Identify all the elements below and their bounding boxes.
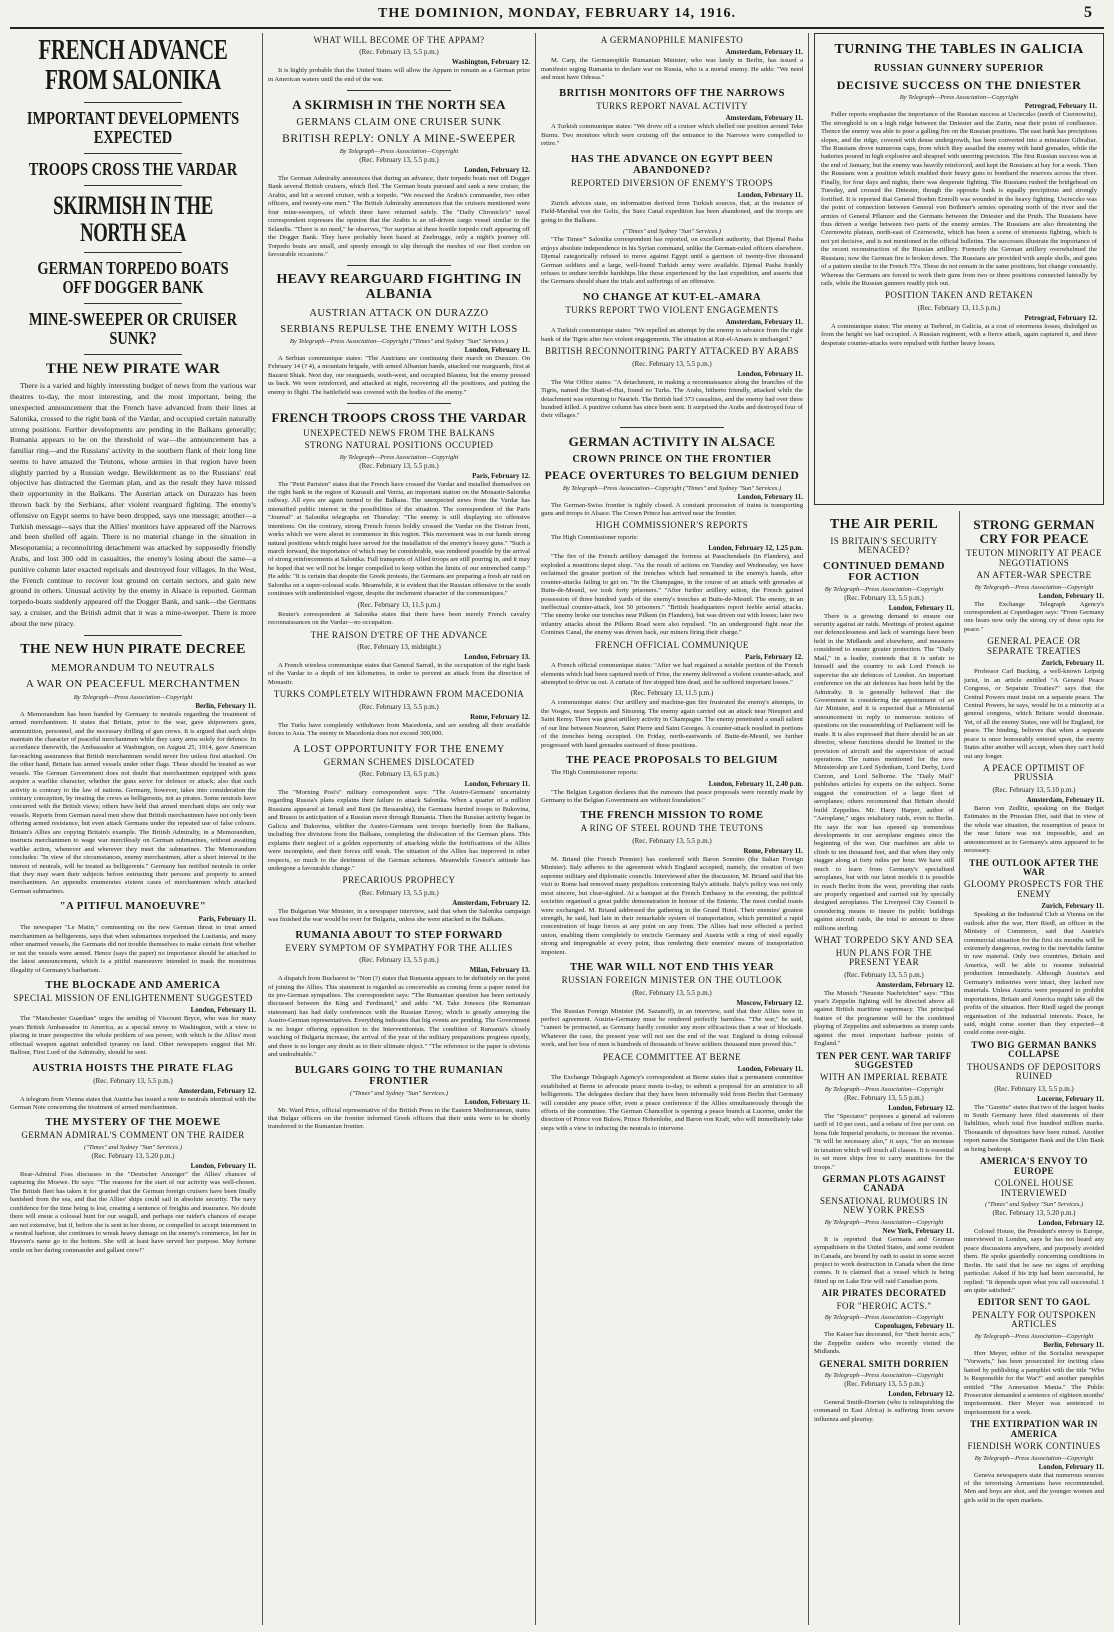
dateline: New York, February 11. [882, 1226, 954, 1235]
divider [347, 403, 452, 404]
divider [620, 427, 725, 428]
article-subtitle: A WAR ON PEACEFUL MERCHANTMEN [25, 678, 241, 691]
article-title: TURKS COMPLETELY WITHDRAWN FROM MACEDONIA [273, 689, 525, 700]
received-line: (Rec. February 13, 5.5 p.m.) [359, 461, 439, 470]
article-body: Reuter's correspondent at Salonika states that there have been merely French cavalry reconnaissances on the Vardar—no occupation. [268, 610, 530, 627]
article-body: There is a varied and highly interesting budget of news from the various war theatres to-day, the most interesting, and the most important, being the unexpected announcement that the French have advanced from their lines at Salonika, crossed to the right bank of the Vardar, and occupied certain naturally strong positions. Further developments are pending in the Balkans generally; Rumania appears to be on the threshold of war—the announcement has a familiar ring—and the Russians' activity in the southern flank of their long line seems to have amazed the Teutons, whose armies in that region have been slightly parried by a Russian wedge. Bewilderment as to the Russians' real objective has distracted the German plan, and as the result they have missed their opportunity in the Balkans. The Austrian attack on Durazzo has been thrown back by the Serbians, after violent rearguard fighting. The enemy's offensive on Egypt seems to have been dropped, says one message; another—a Turkish message—says that the Allies' monitors have appeared off the Narrows and been shelled off again. There is no material change in the situation in Mesopotamia; a reconnoitring detachment was attacked by supposedly friendly Arabs, and lost 300 odd in casualties, the enemy's losing about the same—a punitive column later exacted reprisals and destroyed four villages. In the West, the French continue to recover lost ground on certain sectors, and gain new ground in others. Unusual activity by the enemy in Alsace is reported. German torpedo-boats suddenly appeared off the Dogger Bank, and sank—the Germans say, a cruiser, and the British admit that it was a mine-sweeper. There is more about the new piracy. [10, 381, 256, 628]
received-line: (Rec. February 13, 5.5 p.m.) [359, 156, 439, 165]
article-subtitle: TEUTON MINORITY AT PEACE NEGOTIATIONS [966, 548, 1102, 568]
article-body: A Serbian communique states: "The Austrians are continuing their march on Durazzo. On February 14 (? 4), a mountain brigade, with armed Albanian bands, attacked our rearguards, first at Bazarsi Shiak. Next day, our rearguards, south-west, and occupied Blasmu, but the enemy pressed us back. We were reinforced, and attacked at night, recovering all the positions, and putting the enemy to flight. The battlefield was covered with the bodies of the enemy." [268, 354, 530, 396]
dateline: London, February 11. [737, 492, 803, 501]
article-body: A dispatch from Bucharest to "Non (?) states that Rumania appears to be definitely on the point of joining the Allies. This statement is regarded as conceivable as coming from a paper noted for its pro-German sympathies. The correspondent says: "The Rumanian question has been seriously discussed between the King and Ferdinand," and adds: "M. Take Jonescu (the Rumanian statesman) has had daily conferences with the Russian Envoy, which is greatly annoying the Austro-German representatives. Everything indicates that big events are pending. The Government is no longer offering opposition to the Interventionists. The condition of Rumania's closely watching of Bulgaria increase, the arrival of the year of the military preparations progress openly, and there is no longer any doubt as to their ultimate object." "The reference to the paper is obvious and undoubtable." [268, 975, 530, 1059]
received-line: (Rec. February 13, 11.5 p.m.) [357, 600, 441, 609]
article-body: M. Carp, the Germanophile Rumanian Minister, who was lately in Berlin, has issued a manifesto urging Rumania to declare war on Russia, who is a mortal enemy. He adds: "We need and must have Odessa." [541, 57, 803, 82]
column-3 [541, 33, 803, 1625]
article-title: PEACE COMMITTEE AT BERNE [602, 1051, 742, 1062]
article-body: The War Office states: "A detachment, in making a reconnaissance along the branches of the Tigris, named the Shatt-el-Hai, found no Turks. The Arabs, hitherto friendly, attacked while the detachment was returning to Nasrieh. The British had 373 casualties, and the enemy had over three hundred killed. A punitive column has since been sent. It surprised the Arabs and destroyed four of their villages." [541, 378, 803, 420]
divider [347, 90, 452, 91]
article-title: BRITISH RECONNOITRING PARTY ATTACKED BY ARABS [544, 346, 799, 357]
masthead-rule [10, 27, 1104, 29]
article-title: WHAT TORPEDO SKY AND SEA [814, 935, 954, 946]
article-title: AIR PIRATES DECORATED [821, 1288, 947, 1299]
received-line: (Rec. February 13, 5.5 p.m.) [359, 956, 439, 965]
headline-main: FRENCH ADVANCE FROM SALONIKA [38, 34, 228, 97]
dateline: London, February 11. [737, 369, 803, 378]
article-body: It is highly probable that the United States will allow the Appam to remain as a German prize in American waters until the end of the war. [268, 67, 530, 83]
article-subtitle: CONTINUED DEMAND FOR ACTION [822, 560, 946, 583]
article-body: "The Times'" Salonika correspondent has reported, on excellent authority, that Djemal Pasha enjoys absolute independence in his Syrian command, unlike the German-ruled officers elsewhere. Djemal categorically refused to move against Egypt until a garrison of twenty-five thousand German soldiers and a large, well-found Turkish army were available. Djemal Pasha frankly refuses to endure terrible hardships like those experienced by the last expedition, and asserts that the Germans should share the trials and sufferings of an offensive. [541, 236, 803, 286]
article-title: GENERAL PEACE OR SEPARATE TREATIES [986, 636, 1082, 656]
article-title: NO CHANGE AT KUT-EL-AMARA [582, 291, 762, 303]
article-title: PRECARIOUS PROPHECY [342, 875, 456, 886]
article-title: POSITION TAKEN AND RETAKEN [884, 290, 1034, 301]
byline: By Telegraph—Press Association—Copyright [824, 1218, 944, 1226]
byline: By Telegraph—Press Association—Copyright ("Times" and Sydney "Sun" Services.) [289, 337, 509, 345]
article-title: THE NEW PIRATE WAR [45, 360, 221, 377]
article-subtitle: SERBIANS REPULSE THE ENEMY WITH LOSS [280, 323, 518, 335]
article-title: THE RAISON D'ETRE OF THE ADVANCE [310, 629, 488, 640]
article-subtitle: CROWN PRINCE ON THE FRONTIER [572, 453, 772, 465]
article-body: The German Admiralty announces that during an advance, their torpedo boats met off Dogger Bank several British cruisers, which fled. The German boats pursued and sank a new cruiser, the Arabis, and hit a second cruiser, with a torpedo. "We rescued the Arabis's commander, two other officers, and twenty-one men." The British Admiralty announces that the cruisers mentioned were four mine-sweepers, of which three have returned safely. The "Daily Chronicle's" naval correspondent expresses the opinion that the Arabis is an oil-driven cargo vessel similar to the Selandia. "There is no need," he observes, "for surprise at these hostile torpedo craft appearing off the Dogger Bank. They have probably been based at Zeebrugge, only a night's journey off. Torpedo boats are small, and speedy enough to slip through the meshes of our fleet cordon on favourable occasions." [268, 175, 530, 258]
byline: By Telegraph—Press Association—Copyright [824, 1085, 944, 1093]
dateline: London, February 11. [464, 1097, 530, 1106]
divider [84, 102, 182, 103]
received-line: (Rec. February 13, 5.5 p.m.) [632, 988, 712, 997]
article-body: A communique states: The enemy at Tsebrod, in Galicia, at a cost of enormous losses, dislodged us from the height we had occupied. A Russian regiment, with a fierce attack, again captured it, and three desperate counter-attacks were repulsed with further heavy losses. [821, 322, 1097, 347]
article-subtitle: A RING OF STEEL ROUND THE TEUTONS [580, 823, 764, 834]
column-1 [10, 33, 256, 1625]
dateline: Zurich, February 11. [1041, 902, 1104, 911]
dateline: London, February 12, 1.25 p.m. [708, 544, 803, 553]
article-body: Herr Meyer, editor of the Socialist newspaper "Vorwarts," has been prosecuted for inciting class hatred by publishing a pamphlet with the title "Who Is Responsible for the War?" and another pamphlet entitled "The Annexation Mania." The Public Prosecutor demanded a sentence of eighteen months' imprisonment. Herr Meyer was sentenced to imprisonment for a week. [964, 1349, 1104, 1416]
article-title: THE FRENCH MISSION TO ROME [580, 810, 764, 822]
headline: TROOPS CROSS THE VARDAR [28, 158, 238, 179]
received-line: (Rec. February 13, 5.5 p.m.) [359, 888, 439, 897]
dateline: London, February 12. [1038, 1218, 1104, 1227]
dateline: Amsterdam, February 12. [452, 898, 530, 907]
article-title: THE WAR WILL NOT END THIS YEAR [569, 962, 775, 974]
byline: By Telegraph—Press Association—Copyright [974, 1332, 1094, 1340]
article-subtitle: REPORTED DIVERSION OF ENEMY'S TROOPS [570, 177, 774, 188]
article-subtitle: PENALTY FOR OUTSPOKEN ARTICLES [972, 1309, 1096, 1330]
article-subtitle: EVERY SYMPTOM OF SYMPATHY FOR THE ALLIES [285, 942, 513, 953]
article-subtitle: UNEXPECTED NEWS FROM THE BALKANS [303, 427, 495, 438]
article-title: EDITOR SENT TO GAOL [977, 1297, 1091, 1308]
masthead [0, 0, 1114, 30]
column-4a [814, 511, 954, 1625]
dateline: London, February 13. [464, 652, 530, 661]
dateline: Paris, February 12. [745, 653, 803, 662]
received-line: (Rec. February 13, 5.5 p.m.) [93, 1076, 173, 1085]
article-body: The "Morning Post's" military correspondent says: "The Austro-Germans' uncertainty regarding Russia's plans explains their failure to attack Salonika. When a quarter of a million Russians appeared at Ismail and Reni (in Bessarabia), the Germans hurried troops to Bukovina, and Brasso in anticipation of a Russian move through Rumania. Then the Russian activity began in Galicia and Bukovina, whither the Austro-Germans sent troops hurriedly from the Balkans, including five divisions from the Balkans, completing the dislocation of the German plans. This explains their neglect of a golden opportunity of attacking while the fortifications of the Allies were incomplete, and their forces still weak. The situation of the Allies has improved in other respects, so much to the detriment of the German schemes. Meanwhile Greece's attitude has undergone a favourable change." [268, 789, 530, 872]
byline: By Telegraph—Press Association—Copyright [899, 94, 1019, 102]
dateline: Milan, February 13. [469, 966, 530, 975]
received-line: (Rec. February 13, 5.10 p.m.) [992, 785, 1076, 794]
article-subtitle: WITH AN IMPERIAL REBATE [819, 1072, 949, 1083]
byline: By Telegraph—Press Association—Copyright [73, 693, 193, 701]
article-subtitle: FIENDISH WORK CONTINUES [967, 1441, 1101, 1452]
article-subtitle: RUSSIAN FOREIGN MINISTER ON THE OUTLOOK [561, 975, 783, 986]
received-line: (Rec. February 13, 5.5 p.m.) [844, 593, 924, 602]
article-body: There is a growing demand to ensure our security against air raids. Meetings of protest against our defencelessness and lack of warnings have been held in the Midlands and elsewhere, and measures considered to ensure greater protection. The "Daily Mail," in a leader, contends that it is unfair to himself and the country to ask Lord French to supervise the air defences of London. An important conference on the air defences has been held by the Admiralty. It is generally believed that the Government is considering the appointment of an Air Minister, and it is expected that a Ministerial announcement in reply to numerous notices of questions on the reassembling of Parliament will be made. It is also expressed that there should be an air director, whose functions should be limited to the provision of aircraft and the supervision of actual operations. The names mentioned for the new Ministership are Lord Sydenham, Lord Derby, Lord Curzon, and Lord Selborne. The "Daily Mail" publishes articles by experts on the subject. Some suggest the construction of a large fleet of aeroplanes; others recommend that Britain should build Zeppelins. Mr. Harry Harper, author of "Aeroplane," urges retaliatory raids, even to Berlin. He says the war has opened up tremendous developments in our aeroplane engines since the beginning of the war. Our machines are able to climb to ten thousand feet, and that when they only stagger along at forty miles per hour. We have still much to learn from Germany's specialised aeroplanes, but with our latest models it is possible to reach Berlin from the west, providing that raids are properly organised and carried out by specially designed aeroplanes. The Liverpool City Council is considering means to insure its public buildings against aircraft raids, the total to amount to three millions sterling. [814, 612, 954, 932]
dateline: Amsterdam, February 11. [725, 318, 803, 327]
article-body: "The Belgian Legation declares that the rumours that peace proposals were recently made by Germany to the Belgian Government are without foundation." [541, 788, 803, 804]
headline: MINE-SWEEPER OR CRUISER SUNK? [28, 308, 238, 348]
dateline: London, February 11. [888, 603, 954, 612]
received-line: (Rec. February 13, 5.20 p.m.) [91, 1151, 175, 1160]
article-body: The Exchange Telegraph Agency's correspondent at Berne states that a permanent committee established at Berne to advocate peace meets to-day, to submit a proposal for an armistice to all belligerents. The delegates declare that they have been informally told from Berlin that Germany will consider any peace offer, even a peace conference if the Allies simultaneously through the efforts of the committee. The German Chancellor is opening a peace branch at Lucerne, under the direction of Prince von Bulow, Prince Hohenlohe, and Baron von Kraft, who will immediately take steps with a view to inducing the neutrals to intervene. [541, 1074, 803, 1132]
article-body: "The fire of the French artillery damaged the fortress at Passchendaele (in Flanders), and exploded a munitions depot shop. "As the result of actions on Tuesday and Wednesday, we have reclaimed the greater portion of the trenches which had remained in the enemy's hands, after counter-attacks failing to get on. "In the Champagne, in the course of an attack with grenades at Butte-de-Mesnil, we took forty prisoners." "After further artillery action, the French gained possession of three hundred yards of the enemy's trenches at Butte-de-Mesnil. The enemy, in an ineffectual counter-attack, lost 50 prisoners." "British headquarters report feeble aerial attacks. "The enemy broke our trenches near Pilkem (in Flanders), but was driven out with losses; later two infantry attacks about the Pilkem Road were also repulsed. "In an underground fight near the Comines Canal, the enemy was driven back, our miners firing their charge." [541, 553, 803, 637]
received-line: (Rec. February 13, 5.5 p.m.) [359, 48, 439, 57]
article-subtitle: TURKS REPORT NAVAL ACTIVITY [596, 100, 748, 111]
divider [84, 252, 182, 253]
dateline: London, February 12. [888, 1389, 954, 1398]
dateline: London, February 11. [190, 1006, 256, 1015]
article-body: Fuller reports emphasise the importance of the Russian success at Uscieczko (north of Czernowitz). The stronghold is on a high ridge between the Dniester and the Zurin, near their point of confluence. Thence the enemy was able to pour a galling fire on the Russian positions. The east bank has precipitous slopes, and the ridge, covered with dense undergrowth, has been converted into a miniature Gibraltar. The Russians drove numerous caps, from which they assailed the enemy with hand grenades, while the batteries poured in high explosive and shrapnel with unerring precision. The first Russian success was at the end of January, but the enemy was heavily reinforced, and kept the Russians at bay for a week. Then the Russians won a position which enabled their heavy guns to bombard the reserves across the river. Finally, for four days and nights, there was desperate fighting. The Russians rushed the bridgehead on Tuesday, and crossed the Dniester, though the opposite bank is equally precipitous and strongly fortified. It is reported that General Boehm Ermolli was wounded in the heavy fighting. Uscieczko was the point of connection between General von Bothmer's armies operating north of the river and the armies of General Pflanzer and the Germans between the Dniester and the Pruth. The Russians have thus driven a wedge between two parts of the enemy armies. The Russians are also threatening the Czernowitz plateau, north-east of Czernowitz, which has been a scene of strenuous fighting, which is not yet decisive, and is not mentioned in the official bulletins. The successes illustrate the importance of the recent reconstruction of the Russian artillery. Formerly the German artillery overwhelmed the Russians; now the German fire is broken down. The Russians are provided with ample shells, and guns of a pattern similar to the French 75's. These do not remain in the same positions, but change constantly. Whereas the Germans are forced to work their guns from two or three positions connected laterally by rails, while the Russian gunners readily pick out. [821, 111, 1097, 288]
dateline: Petrograd, February 12. [1024, 313, 1097, 322]
article-title: THE PEACE PROPOSALS TO BELGIUM [566, 755, 778, 767]
article-body: The newspaper "Le Matin," commenting on the new German threat to treat armed merchantmen as belligerents, says that when submarines torpedoed the Lusitania, and many other unarmed vessels, the Germans did not trouble themselves to make certain first whether or not the vessels were armed. Hence (says the paper) no importance should be attached to the latest announcement, which is a pitiful manoeuvre intended to mask the monstrous illegality of Germany's barbarism. [10, 924, 256, 974]
article-title: BULGARS GOING TO THE RUMANIAN FRONTIER [294, 1064, 504, 1087]
article-subtitle: GERMAN ADMIRAL'S COMMENT ON THE RAIDER [21, 1130, 245, 1141]
article-subtitle: AN AFTER-WAR SPECTRE [976, 570, 1092, 581]
article-title: RUMANIA ABOUT TO STEP FORWARD [295, 929, 503, 941]
article-subtitle: GERMAN SCHEMES DISLOCATED [323, 756, 475, 767]
dateline: London, February 11. [1038, 591, 1104, 600]
byline: By Telegraph—Press Association—Copyright [824, 1371, 944, 1379]
byline: ("Times" and Sydney "Sun" Services.) [83, 1143, 183, 1151]
divider [84, 354, 182, 355]
article-body: The "Petit Parisien" states that the French have crossed the Vardar and installed themselves on the right bank in the region of Karasuli and Verria, an important station on the Monastir-Salonika railway. All eyes are again turned to the Balkans. The unexpected news from the Vardar has intensified public interest in the possibilities of the situation. The correspondent of the Paris "Journal" at Salonika telegraphs on Thursday: "The enemy is still displaying no offensive intentions. On the contrary, strong French forces boldly crossed the Vardar on the Doiran front, works which we were about to commence in this region. This movement was in our hands strong natural positions which might have served for the installation of the enemy's heavy guns." "Such a march forward, the importance of which may be considerable, was rendered possible by the arrival of strong reinforcements at Salonika. Full transports of Allied troops are still pouring in, and it may be hoped that we will not be longer compelled to keep within the limits of our entrenched camp." He adds: "It is certain that despite the Greek protests, the Germans are preparing a fresh air raid on Salonika on a super-colossal scale. Meanwhile, it is evident that the Russian offensive in the south continues with undiminished vigour, despite the inclement character of the communiques." [268, 480, 530, 598]
dateline: Amsterdam, February 11. [725, 48, 803, 57]
article-title: GERMAN PLOTS AGAINST CANADA [822, 1173, 946, 1194]
article-subtitle: GERMANS CLAIM ONE CRUISER SUNK [296, 116, 502, 128]
article-title: A PEACE OPTIMIST OF PRUSSIA [983, 763, 1085, 783]
page-number: 5 [1084, 4, 1092, 21]
article-body: The Munich "Neueste Nachrichten" says: "This year's Zeppelin fighting will be directed above all against British maritime supremacy. The principal feature of the programme will be the combined playing of Zeppelins and submarines as trump cards against the most important harbour points of England." [814, 989, 954, 1048]
article-subtitle: TURKS REPORT TWO VIOLENT ENGAGEMENTS [565, 304, 779, 315]
headline: IMPORTANT DEVELOPMENTS EXPECTED [26, 107, 240, 147]
column-divider [959, 511, 960, 1625]
article-lead: The High Commissioner reports: [551, 769, 638, 777]
article-title: WHAT WILL BECOME OF THE APPAM? [313, 35, 485, 45]
article-subtitle: COLONEL HOUSE INTERVIEWED [994, 1178, 1074, 1198]
article-subtitle: DECISIVE SUCCESS ON THE DNIESTER [836, 77, 1082, 92]
article-lead: The High Commissioner reports: [551, 533, 638, 541]
article-subtitle: THOUSANDS OF DEPOSITORS RUINED [966, 1061, 1102, 1082]
article-subtitle: SPECIAL MISSION OF ENLIGHTENMENT SUGGESTED [13, 992, 253, 1003]
article-title: HIGH COMMISSIONER'S REPORTS [595, 520, 749, 531]
article-title: AMERICA'S ENVOY TO EUROPE [980, 1156, 1088, 1176]
dateline: Rome, February 11. [743, 846, 803, 855]
byline: By Telegraph—Press Association—Copyright [824, 585, 944, 593]
article-title: THE NEW HUN PIRATE DECREE [20, 642, 246, 658]
byline: By Telegraph—Press Association—Copyright [339, 453, 459, 461]
received-line: (Rec. February 13, 11.5 p.m.) [917, 303, 1001, 312]
article-subtitle: GLOOMY PROSPECTS FOR THE ENEMY [964, 879, 1104, 899]
article-body: It is reported that Germans and German sympathisers in the United States, and some resident in Canada, are bound by oath to assist in some secret project to work destruction in Canada when the time comes. It is claimed that a vessel which is being fitted up on Lake Erie will raid Canadian ports. [814, 1235, 954, 1285]
dateline: London, February 11. [190, 1161, 256, 1170]
dateline: Amsterdam, February 12. [876, 980, 954, 989]
article-body: A Memorandum has been handed by Germany to neutrals regarding the treatment of armed merchantmen. It states that Britain, prior to the war, gave shipowners guns, ammunition, personnel, and the necessary drilling of gun crews. It is argued that such ships maintain the character of peaceful merchantmen while they carry arms solely for defence. In accordance therewith, the Ambassador at Washington, on August 25, 1914, gave American far-reaching assurances that British merchantmen would never fire unless first attacked. On the other hand, Britain has armed vessels under other flags. These should be treated as war vessels. The German Government does not doubt that merchantmen equipped with guns acquire a warlike character, whether the guns serve for defence or attack; also that such activity is contrary to the law of nations. Germany, however, takes into consideration the contrary conception, by treating the crews as belligerents, not as pirates. Some neutrals have concurred with the British views; others have held that armed merchant ships are only war vessels. Reports from German naval men show that British merchantmen have not only been offering armed resistance, but even attack Germans under the repeated use of false colours. Britain's Allies are copying Britain's example. The British Admiralty, in a Memorandum, instructs merchantmen to wage war mercilessly on German submarines, without awaiting warlike action, whenever and wherever they meet the submarines. The Memorandum concludes: "In view of the circumstances, enemy merchantmen, after a short interval in the interest of neutrals, will be treated as belligerents." Germany has notified neutrals in order that they may warn their subjects before entrusting their persons and property to armed merchantmen. An appendix enumerates sixteen cases of merchantmen which attacked German submarines. [10, 710, 256, 895]
byline: By Telegraph—Press Association—Copyright [339, 148, 459, 156]
article-body: The Turks have completely withdrawn from Macedonia, and are sending all their available forces to Asia. The enemy in Macedonia does not exceed 300,000. [268, 721, 530, 738]
article-title: HAS THE ADVANCE ON EGYPT BEEN ABANDONED? [570, 153, 774, 176]
article-subtitle: IS BRITAIN'S SECURITY MENACED? [830, 535, 938, 556]
article-title: THE EXTIRPATION WAR IN AMERICA [970, 1419, 1098, 1439]
article-body: Geneva newspapers state that numerous sources of the terrorising Armenians have recommended. Men and boys are shot, and the younger women and girls sold in the open markets. [964, 1471, 1104, 1504]
article-subtitle: BRITISH REPLY: ONLY A MINE-SWEEPER [282, 132, 516, 145]
article-subtitle: SENSATIONAL RUMOURS IN NEW YORK PRESS [820, 1195, 948, 1216]
article-title: THE AIR PERIL [829, 517, 939, 532]
article-title: A SKIRMISH IN THE NORTH SEA [292, 97, 506, 113]
article-body: The Kaiser has decorated, for "their heroic acts," the Zeppelin raiders who recently visited the Midlands. [814, 1331, 954, 1356]
article-body: The "Spectator" proposes a general ad valorem tariff of 10 per cent., and a rebate of five per cent. on bona fide Imperial products, to increase the revenue. "It will be necessary also," it says, "for an increase in taxation which will touch all classes. It is essential to set more ships free to carry munitions for the troops." [814, 1112, 954, 1171]
column-4b [964, 511, 1104, 1625]
article-body: The Russian Foreign Minister (M. Sazanoff), in an interview, said that their Allies were in perfect agreement. Austria-Germany must be rendered perfectly harmless. "The war," he said, "cannot be protracted, as Germany hardly consider any more efficacious than a war of blockade. Whatever the case, the present year will not see the end of the war. England is doing colossal work, and her loss of men is hundreds of thousands of brave soldiers thousand men proved this." [541, 1007, 803, 1049]
dateline: London, February 12. [888, 1103, 954, 1112]
article-body: General Smith-Dorrien (who is relinquishing the command in East Africa) is suffering from severe influenza and pleurisy. [814, 1398, 954, 1423]
dateline: Rome, February 12. [470, 712, 530, 721]
received-line: (Rec. February 13, 5.5 p.m.) [994, 1084, 1074, 1093]
dateline: London, February 11. [737, 190, 803, 199]
dateline: Moscow, February 12. [736, 998, 803, 1007]
article-title: BRITISH MONITORS OFF THE NARROWS [559, 87, 785, 99]
article-body: The German-Swiss frontier is tightly closed. A constant procession of trains is transporting guns and troops to Alsace. The Crown Prince has arrived near the frontier. [541, 501, 803, 518]
received-line: (Rec. February 13, midnight.) [357, 642, 441, 651]
article-body: A French wireless communique states that General Sarrail, in the occupation of the right bank of the Vardar to a depth of ten kilometres, in order to prevent an attack from the direction of Monastir. [268, 661, 530, 686]
dateline: London, February 11. [1038, 1462, 1104, 1471]
received-line: (Rec. February 13, 5.5 p.m.) [844, 1093, 924, 1102]
article-title: TEN PER CENT. WAR TARIFF SUGGESTED [816, 1050, 952, 1071]
article-body: Professor Carl Bucking, a well-known Leipsig jurist, in an article entitled "A General Peace Congress, or Separate Treaties?" says that the Central Powers must insist on a separate peace. The Central Powers, he says, would be in a minority at a general congress, which Britain would dominate. Yet, of all the enemy States, one will be England, for peace. The binding, believes that when a separate peace is once honourably entered upon, the enemy States after another will accept, when they can't hold out any longer. [964, 668, 1104, 760]
dateline: London, February 12. [464, 166, 530, 175]
column-4 [814, 33, 1104, 1625]
received-line: (Rec. February 13, 5.5 p.m.) [359, 702, 439, 711]
article-subtitle: MEMORANDUM TO NEUTRALS [50, 663, 216, 675]
article-subtitle: PEACE OVERTURES TO BELGIUM DENIED [544, 469, 800, 482]
dateline: London, February 11. [737, 1065, 803, 1074]
article-title: GENERAL SMITH DORRIEN [819, 1358, 949, 1369]
received-line: (Rec. February 13, 5.20 p.m.) [992, 1208, 1076, 1217]
article-title: "A PITIFUL MANOEUVRE" [59, 901, 207, 913]
article-title: TWO BIG GERMAN BANKS COLLAPSE [971, 1039, 1097, 1060]
dateline: Berlin, February 11. [1043, 1340, 1104, 1349]
dateline: Amsterdam, February 12. [178, 1086, 256, 1095]
article-subtitle: STRONG NATURAL POSITIONS OCCUPIED [304, 440, 494, 451]
byline: ("Times" and Sydney "Sun" Services.) [349, 1089, 449, 1097]
article-title: FRENCH OFFICIAL COMMUNIQUE [595, 639, 749, 650]
dateline: Paris, February 12. [472, 471, 530, 480]
received-line: (Rec. February 13, 6.5 p.m.) [359, 770, 439, 779]
article-body: The "Manchester Guardian" urges the sending of Viscount Bryce, who was for many years British Ambassador in America, as a special envoy to Washington, with a view to placing in truer perspective the whole problem of sea power, with which is the Allies' most effectual weapon against unbridled tyranny on land. Other newspapers suggest that Mr. Balfour, First Lord of the Admiralty, should be sent. [10, 1015, 256, 1057]
dateline: Paris, February 11. [198, 915, 256, 924]
dateline: Berlin, February 11. [195, 701, 256, 710]
masthead-title: THE DOMINION, MONDAY, FEBRUARY 14, 1916. [377, 6, 737, 21]
headline: SKIRMISH IN THE NORTH SEA [53, 190, 213, 247]
article-body: Colonel House, the President's envoy to Europe, interviewed in London, says he has not heard any peace discussions anywhere, and purposely avoided them. He spoke guardedly concerning conditions in Berlin. He said that he saw no signs of anything particular. Asked if his trip had been successful, he replied: "It depends upon what you call successful. I am quite satisfied." [964, 1227, 1104, 1295]
received-line: (Rec. February 13, 5.5 p.m.) [632, 359, 712, 368]
article-subtitle: HUN PLANS FOR THE PRESENT YEAR [835, 947, 933, 968]
dateline: Copenhagen, February 11. [874, 1322, 954, 1331]
article-title: HEAVY REARGUARD FIGHTING IN ALBANIA [276, 272, 522, 303]
byline: By Telegraph—Press Association—Copyright [974, 583, 1094, 591]
article-title: GERMAN ACTIVITY IN ALSACE [568, 433, 776, 449]
received-line: (Rec. February 13, 11.5 p.m.) [630, 689, 714, 698]
article-title: STRONG GERMAN CRY FOR PEACE [973, 517, 1095, 546]
article-body: The Exchange Telegraph Agency's correspondent at Copenhagen says: "From Germany one hears now only the strong cry of these opts for peace." [964, 600, 1104, 633]
dateline: Zurich, February 11. [1041, 659, 1104, 668]
byline: By Telegraph—Press Association—Copyright [974, 1454, 1094, 1462]
article-body: Baron von Zedlitz, speaking on the Budget Estimates in the Prussian Diet, said that in view of the whole war situation, the resumption of peace in the near future was not impossible, and an announcement as to Germany's aims appeared to be necessary. [964, 804, 1104, 855]
article-title: FRENCH TROOPS CROSS THE VARDAR [271, 410, 527, 425]
article-body: The Bulgarian War Minister, in a newspaper interview, said that when the Salonika campaign was finished the war would be over for Bulgaria, unless she were attacked in the Balkans. [268, 907, 530, 924]
dateline: Washington, February 12. [451, 58, 530, 67]
article-body: A communique states: Our artillery and machine-gun fire frustrated the enemy's attempts, in the Vosges, near Seppois and Sitsuong. The enemy again carried out an attack near Nieuport and Saint Remy. There was great artillery activity in Champagne. The enemy penetrated a small salient of our line between Nouvron, Saint Pierre and Saint Georges. A counter-attack resulted in portions of the trenches being occupied. On Friday, north-eastwards of Butte-de-Mesnil, we further progressed with hand grenades eastward of these positions. [541, 699, 803, 749]
dateline: Lucerne, February 11. [1037, 1094, 1104, 1103]
received-line: (Rec. February 13, 5.5 p.m.) [632, 836, 712, 845]
byline: ("Times" and Sydney "Sun" Services.) [984, 1200, 1084, 1208]
received-line: (Rec. February 13, 5.5 p.m.) [844, 1379, 924, 1388]
article-body: The "Gazette" states that two of the largest banks in South Germany have filed statements of their liabilities, which total five hundred million marks. Thousands of depositors have been ruined. Another report names the Stuttgarter Bank and the Ulm Bank as being bankrupt. [964, 1103, 1104, 1153]
article-body: A Turkish communique states: "We drove off a cruiser which shelled our position around Teke Burnu. Two monitors which were cruising off the entrance to the Narrows were compelled to retire." [541, 123, 803, 148]
galicia-box [814, 33, 1104, 505]
divider [84, 635, 182, 636]
column-2 [268, 33, 530, 1625]
article-subtitle: RUSSIAN GUNNERY SUPERIOR [874, 62, 1044, 74]
article-title: A LOST OPPORTUNITY FOR THE ENEMY [292, 743, 506, 755]
article-body: M. Briand (the French Premier) has conferred with Baron Sonnino (the Italian Foreign Minister). Italy adheres to the agreement which England accepted, namely, the creation of two supreme military and diplomatic councils. Interviewed after the discussion, M. Briand said that his visit to Rome had removed many prejudices concerning Italy's attitude. Italy's policy was not only most sincere, but clear-sighted. At a banquet at the French Embassy in the evening, the political societies organised a great public demonstration in honour of the Entente. The most cordial toasts were exchanged. M. Briand addressed the gathering in the Grand Hotel. Their enemies' greatest strength, he said, had lain in their remarkable system of transportation, which permitted a rapid concentration of huge forces at any point on any front. The Allies had now effected a perfect union, enabling them completely to encircle Germany and Austria with a ring of steel equally strong and impregnable at every point, thus rendering their enemies' means of transportation impotent. [541, 855, 803, 956]
dateline: London, February 11. [464, 345, 530, 354]
article-subtitle: FOR "HEROIC ACTS." [836, 1300, 932, 1311]
dateline: Amsterdam, February 11. [725, 114, 803, 123]
article-title: THE BLOCKADE AND AMERICA [45, 979, 221, 991]
divider [84, 303, 182, 304]
article-title: A GERMANOPHILE MANIFESTO [600, 35, 744, 45]
article-body: Rear-Admiral Foss discusses in the "Deutscher Anzeiger" the Allies' chances of capturing the Moewe. He says: "The reasons for the start of our activity was well-chosen. The British fleet has taken it for granted that the German foreign cruisers have been finally banished from the sea, and that the Allies' ships could sail in absolute security. The navy confidence for the time being is lost, creating a sentence of freights and insurance. No doubt there will ensue a colossal hunt for our seagull, and perhaps our raider's chances of escape are not extensive, but if, before she is sent to her doom, or compelled to accept internment in a neutral harbour, she continues to wreak heavy damage on the enemy's commerce, let her in Heaven's name go to the bottom. She will at least have served her purpose. May fortune smile on her daring commander and gallant crew!" [10, 1170, 256, 1254]
divider [84, 153, 182, 154]
newspaper-page [10, 33, 1104, 1625]
received-line: (Rec. February 13, 5.5 p.m.) [844, 970, 924, 979]
article-body: Mr. Ward Price, official representative of the British Press in the Eastern Mediterranean, states that Bulgar officers on the frontier informed Greek officers that their units were to be shortly transferred to the Rumanian frontier. [268, 1106, 530, 1131]
divider [84, 185, 182, 186]
dateline: London, February 11, 2.40 p.m. [708, 779, 803, 788]
dateline: London, February 11. [464, 780, 530, 789]
article-body: A Turkish communique states: "We repelled an attempt by the enemy to advance from the right bank of the Tigris after two violent engagements. The situation at Kut-el-Amara is unchanged." [541, 327, 803, 343]
dateline: Amsterdam, February 11. [1026, 795, 1104, 804]
article-title: AUSTRIA HOISTS THE PIRATE FLAG [32, 1062, 234, 1074]
article-subtitle: AUSTRIAN ATTACK ON DURAZZO [309, 307, 489, 319]
article-body: Speaking at the Industrial Club at Vienna on the outlook after the war, Herr Riedl, an officer in the Ministry of Commerce, said that Austria's commercial situation for the first six months will be extremely dangerous, owing to the inevitable famine in raw material. Only two countries, Britain and America, will be able to resume industrial production immediately. Although Austria's and Germany's industries were intact, they lacked raw materials. Unless Austria were prepared to prohibit importations, Britain and America might take all the profits of the situation. Herr Riedl urged the prompt organisation of the industrial interests. Peace, he said, might come sooner than they expected—it could come over-night. [964, 911, 1104, 1037]
article-title: THE MYSTERY OF THE MOEWE [45, 1117, 221, 1129]
article-body: A French official communique states: "After we had regained a notable portion of the French elements which had been captured north of Frise, the enemy delivered a violent counter-attack, and attempted to drive us out. A curtain of fire stopped him dead, and he suffered important losses." [541, 662, 803, 687]
article-title: THE OUTLOOK AFTER THE WAR [969, 857, 1099, 877]
divider [347, 265, 452, 266]
byline: By Telegraph—Press Association—Copyright ("Times" and Sydney "Sun" Services.) [562, 484, 782, 492]
article-body: A telegram from Vienna states that Austria has issued a note to neutrals identical with the German Note concerning the treatment of armed merchantmen. [10, 1095, 256, 1112]
headline: GERMAN TORPEDO BOATS OFF DOGGER BANK [37, 258, 229, 298]
byline: ("Times" and Sydney "Sun" Services.) [622, 228, 722, 236]
article-title: TURNING THE TABLES IN GALICIA [834, 42, 1084, 57]
dateline: Petrograd, February 11. [1024, 102, 1097, 111]
article-body: Zurich advices state, on information derived from Turkish sources, that, at the instance of Field-Marshal von der Goltz, the Suez Canal expedition has been abandoned, and the troops are going to the Balkans. [541, 199, 803, 224]
byline: By Telegraph—Press Association—Copyright [824, 1314, 944, 1322]
